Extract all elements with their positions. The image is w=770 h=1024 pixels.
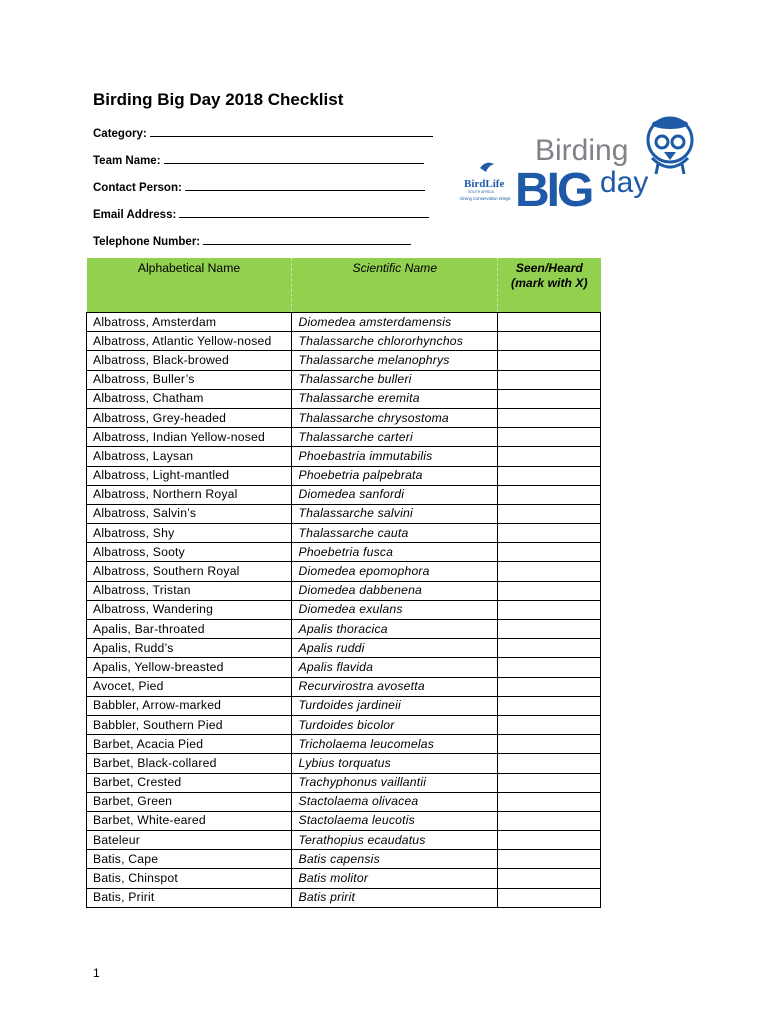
scientific-name-cell: Diomedea sanfordi [292,485,498,504]
alphabetical-name-cell: Albatross, Atlantic Yellow-nosed [87,332,292,351]
scientific-name-cell: Trachyphonus vaillantii [292,773,498,792]
seen-heard-checkbox-cell[interactable] [498,677,601,696]
scientific-name-cell: Stactolaema olivacea [292,792,498,811]
alphabetical-name-cell: Barbet, White-eared [87,811,292,830]
seen-heard-checkbox-cell[interactable] [498,524,601,543]
scientific-name-cell: Thalassarche carteri [292,428,498,447]
birdlife-name: BirdLife [464,178,505,190]
email-address-label: Email Address: [93,209,177,221]
alphabetical-name-cell: Batis, Chinspot [87,869,292,888]
table-row [87,504,601,523]
table-row [87,811,601,830]
alphabetical-name-cell: Albatross, Salvin’s [87,504,292,523]
seen-heard-checkbox-cell[interactable] [498,869,601,888]
seen-heard-checkbox-cell[interactable] [498,792,601,811]
alphabetical-name-cell: Albatross, Wandering [87,600,292,619]
seen-heard-checkbox-cell[interactable] [498,715,601,734]
scientific-name-cell: Stactolaema leucotis [292,811,498,830]
seen-heard-checkbox-cell[interactable] [498,447,601,466]
seen-heard-checkbox-cell[interactable] [498,332,601,351]
table-row [87,658,601,677]
seen-heard-checkbox-cell[interactable] [498,850,601,869]
header-scientific-name: Scientific Name [292,258,498,313]
seen-heard-checkbox-cell[interactable] [498,696,601,715]
seen-heard-checkbox-cell[interactable] [498,370,601,389]
alphabetical-name-cell: Apalis, Bar-throated [87,620,292,639]
table-header-row [87,258,601,313]
seen-heard-checkbox-cell[interactable] [498,466,601,485]
scientific-name-cell: Apalis ruddi [292,639,498,658]
alphabetical-name-cell: Albatross, Indian Yellow-nosed [87,428,292,447]
table-row [87,850,601,869]
logo-word-big: BIG [515,164,592,212]
seen-heard-checkbox-cell[interactable] [498,428,601,447]
scientific-name-cell: Thalassarche cauta [292,524,498,543]
seen-heard-checkbox-cell[interactable] [498,620,601,639]
table-row [87,754,601,773]
alphabetical-name-cell: Albatross, Light-mantled [87,466,292,485]
scientific-name-cell: Phoebetria fusca [292,543,498,562]
seen-heard-checkbox-cell[interactable] [498,735,601,754]
page-title: Birding Big Day 2018 Checklist [93,90,344,109]
birdlife-sub: SOUTH AFRICA [468,190,494,194]
scientific-name-cell: Thalassarche salvini [292,504,498,523]
seen-heard-checkbox-cell[interactable] [498,543,601,562]
alphabetical-name-cell: Avocet, Pied [87,677,292,696]
logo-word-day: day [600,166,649,199]
scientific-name-cell: Diomedea amsterdamensis [292,313,498,332]
team-name-field [93,153,424,167]
table-row [87,408,601,427]
scientific-name-cell: Thalassarche eremita [292,389,498,408]
scientific-name-cell: Recurvirostra avosetta [292,677,498,696]
alphabetical-name-cell: Barbet, Green [87,792,292,811]
header-seen-heard: Seen/Heard (mark with X) [498,258,601,313]
seen-heard-checkbox-cell[interactable] [498,600,601,619]
scientific-name-cell: Batis molitor [292,869,498,888]
scientific-name-cell: Diomedea epomophora [292,562,498,581]
table-row [87,562,601,581]
category-field [93,126,433,140]
header-alphabetical-name: Alphabetical Name [87,258,292,313]
birdlife-bird-icon [480,163,494,172]
team-name-blank-line[interactable] [164,153,424,164]
table-row [87,773,601,792]
seen-heard-checkbox-cell[interactable] [498,811,601,830]
scientific-name-cell: Phoebetria palpebrata [292,466,498,485]
alphabetical-name-cell: Babbler, Arrow-marked [87,696,292,715]
alphabetical-name-cell: Barbet, Black-collared [87,754,292,773]
seen-heard-checkbox-cell[interactable] [498,773,601,792]
scientific-name-cell: Apalis thoracica [292,620,498,639]
table-row [87,428,601,447]
table-row [87,831,601,850]
category-label: Category: [93,128,147,140]
table-row [87,332,601,351]
seen-heard-checkbox-cell[interactable] [498,408,601,427]
table-row [87,389,601,408]
table-row [87,696,601,715]
table-row [87,543,601,562]
table-row [87,677,601,696]
table-row [87,485,601,504]
scientific-name-cell: Phoebastria immutabilis [292,447,498,466]
birding-big-day-logo [458,108,700,212]
table-row [87,735,601,754]
scientific-name-cell: Turdoides jardineii [292,696,498,715]
alphabetical-name-cell: Albatross, Black-browed [87,351,292,370]
alphabetical-name-cell: Bateleur [87,831,292,850]
table-row [87,524,601,543]
page-number: 1 [93,966,100,980]
team-name-label: Team Name: [93,155,161,167]
contact-person-blank-line[interactable] [185,180,425,191]
scientific-name-cell: Thalassarche chlororhynchos [292,332,498,351]
scientific-name-cell: Lybius torquatus [292,754,498,773]
telephone-number-label: Telephone Number: [93,236,201,248]
seen-heard-checkbox-cell[interactable] [498,389,601,408]
alphabetical-name-cell: Albatross, Sooty [87,543,292,562]
scientific-name-cell: Diomedea exulans [292,600,498,619]
alphabetical-name-cell: Apalis, Rudd’s [87,639,292,658]
email-address-blank-line[interactable] [179,207,429,218]
alphabetical-name-cell: Albatross, Laysan [87,447,292,466]
alphabetical-name-cell: Albatross, Tristan [87,581,292,600]
scientific-name-cell: Batis capensis [292,850,498,869]
table-row [87,620,601,639]
seen-heard-checkbox-cell[interactable] [498,562,601,581]
scientific-name-cell: Thalassarche chrysostoma [292,408,498,427]
scientific-name-cell: Diomedea dabbenena [292,581,498,600]
seen-heard-checkbox-cell[interactable] [498,658,601,677]
alphabetical-name-cell: Albatross, Amsterdam [87,313,292,332]
table-row [87,792,601,811]
table-row [87,581,601,600]
alphabetical-name-cell: Batis, Cape [87,850,292,869]
alphabetical-name-cell: Apalis, Yellow-breasted [87,658,292,677]
seen-heard-checkbox-cell[interactable] [498,351,601,370]
seen-heard-checkbox-cell[interactable] [498,313,601,332]
telephone-number-field [93,234,411,248]
table-row [87,447,601,466]
table-row [87,639,601,658]
scientific-name-cell: Batis pririt [292,888,498,907]
scientific-name-cell: Thalassarche melanophrys [292,351,498,370]
scientific-name-cell: Terathopius ecaudatus [292,831,498,850]
alphabetical-name-cell: Albatross, Northern Royal [87,485,292,504]
scientific-name-cell: Apalis flavida [292,658,498,677]
seen-heard-checkbox-cell[interactable] [498,504,601,523]
scientific-name-cell: Tricholaema leucomelas [292,735,498,754]
alphabetical-name-cell: Babbler, Southern Pied [87,715,292,734]
alphabetical-name-cell: Barbet, Acacia Pied [87,735,292,754]
alphabetical-name-cell: Batis, Pririt [87,888,292,907]
alphabetical-name-cell: Albatross, Southern Royal [87,562,292,581]
alphabetical-name-cell: Albatross, Chatham [87,389,292,408]
table-row [87,600,601,619]
mascot-bird-icon [648,117,692,174]
contact-person-field [93,180,425,194]
alphabetical-name-cell: Albatross, Grey-headed [87,408,292,427]
seen-heard-checkbox-cell[interactable] [498,754,601,773]
alphabetical-name-cell: Albatross, Buller’s [87,370,292,389]
scientific-name-cell: Thalassarche bulleri [292,370,498,389]
alphabetical-name-cell: Barbet, Crested [87,773,292,792]
table-row [87,869,601,888]
table-row [87,313,601,332]
seen-heard-checkbox-cell[interactable] [498,485,601,504]
alphabetical-name-cell: Albatross, Shy [87,524,292,543]
table-row [87,351,601,370]
table-row [87,888,601,907]
birdlife-logo [460,163,511,201]
birdlife-tagline: Giving Conservation Wings [460,196,511,201]
table-row [87,370,601,389]
seen-heard-checkbox-cell[interactable] [498,831,601,850]
telephone-number-blank-line[interactable] [203,234,411,245]
table-row [87,466,601,485]
logo-word-birding: Birding [535,134,629,167]
category-blank-line[interactable] [150,126,433,137]
scientific-name-cell: Turdoides bicolor [292,715,498,734]
seen-heard-checkbox-cell[interactable] [498,888,601,907]
email-address-field [93,207,429,221]
seen-heard-checkbox-cell[interactable] [498,639,601,658]
species-checklist-table [86,258,601,908]
table-row [87,715,601,734]
contact-person-label: Contact Person: [93,182,182,194]
seen-heard-checkbox-cell[interactable] [498,581,601,600]
